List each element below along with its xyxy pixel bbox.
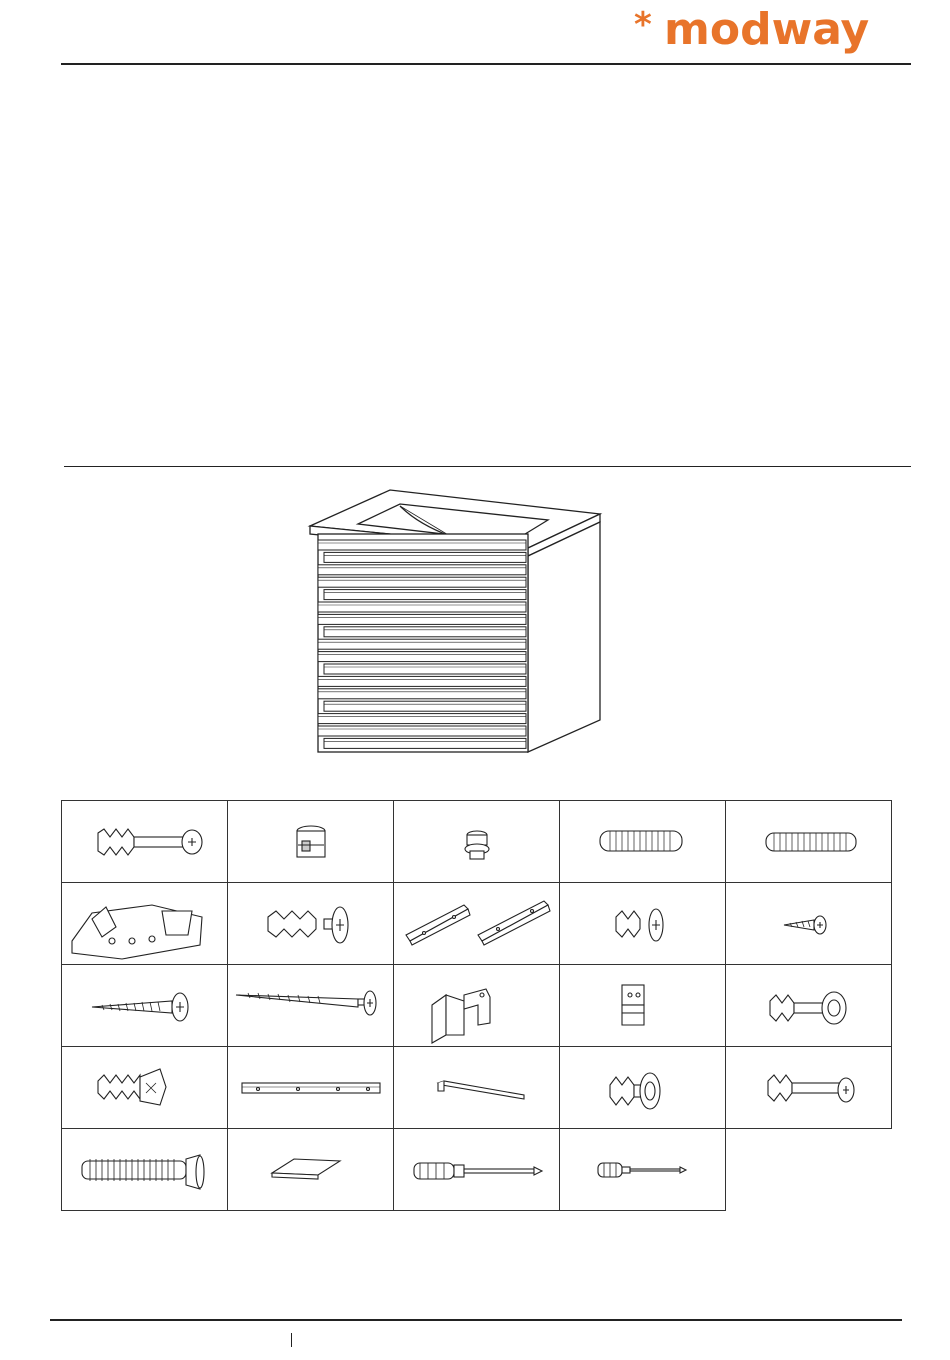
part-cell (227, 964, 394, 1047)
cam-bolt-icon (62, 801, 228, 883)
barrel-bolt-icon (726, 1047, 892, 1129)
connector-bolt-icon (726, 965, 892, 1047)
wood-dowel-icon (560, 801, 726, 883)
part-cell (61, 800, 228, 883)
logo-wordmark: modway (664, 4, 870, 55)
drawer-slides-icon (394, 883, 560, 965)
part-cell (393, 1046, 560, 1129)
long-threaded-insert-icon (62, 1129, 228, 1211)
felt-pad-icon (228, 1129, 394, 1211)
cam-lock-small-icon (394, 801, 560, 883)
metal-rail-icon (228, 1047, 394, 1129)
flange-screw-icon (560, 1047, 726, 1129)
long-wood-screw-icon (228, 965, 394, 1047)
part-cell (393, 1128, 560, 1211)
footer-divider (50, 1319, 902, 1321)
part-cell (61, 1046, 228, 1129)
wood-screw-icon (62, 965, 228, 1047)
part-cell (559, 1128, 726, 1211)
small-screwdriver-icon (560, 1129, 726, 1211)
cam-lock-icon (228, 801, 394, 883)
euro-screw-icon (228, 883, 394, 965)
short-euro-screw-icon (560, 883, 726, 965)
part-cell (559, 1046, 726, 1129)
l-bracket-icon (394, 965, 560, 1047)
part-cell (559, 964, 726, 1047)
wood-dowel-long-icon (726, 801, 892, 883)
part-cell (393, 882, 560, 965)
part-cell (227, 1128, 394, 1211)
header-divider (61, 63, 911, 65)
allen-key-icon (394, 1047, 560, 1129)
part-cell (227, 1046, 394, 1129)
corner-bracket-icon (62, 883, 228, 965)
small-wood-screw-icon (726, 883, 892, 965)
part-cell (61, 964, 228, 1047)
part-cell (393, 964, 560, 1047)
vanity-cabinet-with-sink-icon (300, 484, 610, 764)
part-cell (227, 882, 394, 965)
part-cell (725, 964, 892, 1047)
footer-separator (291, 1333, 292, 1347)
wall-anchor-icon (62, 1047, 228, 1129)
part-cell (725, 800, 892, 883)
part-cell (61, 1128, 228, 1211)
part-cell (393, 800, 560, 883)
part-cell (61, 882, 228, 965)
part-cell (725, 882, 892, 965)
logo-asterisk: * (634, 5, 652, 45)
section-divider (64, 466, 911, 467)
large-screwdriver-icon (394, 1129, 560, 1211)
part-cell (559, 800, 726, 883)
hinge-plate-icon (560, 965, 726, 1047)
part-cell (559, 882, 726, 965)
part-cell (725, 1046, 892, 1129)
modway-logo (630, 6, 880, 66)
part-cell (227, 800, 394, 883)
